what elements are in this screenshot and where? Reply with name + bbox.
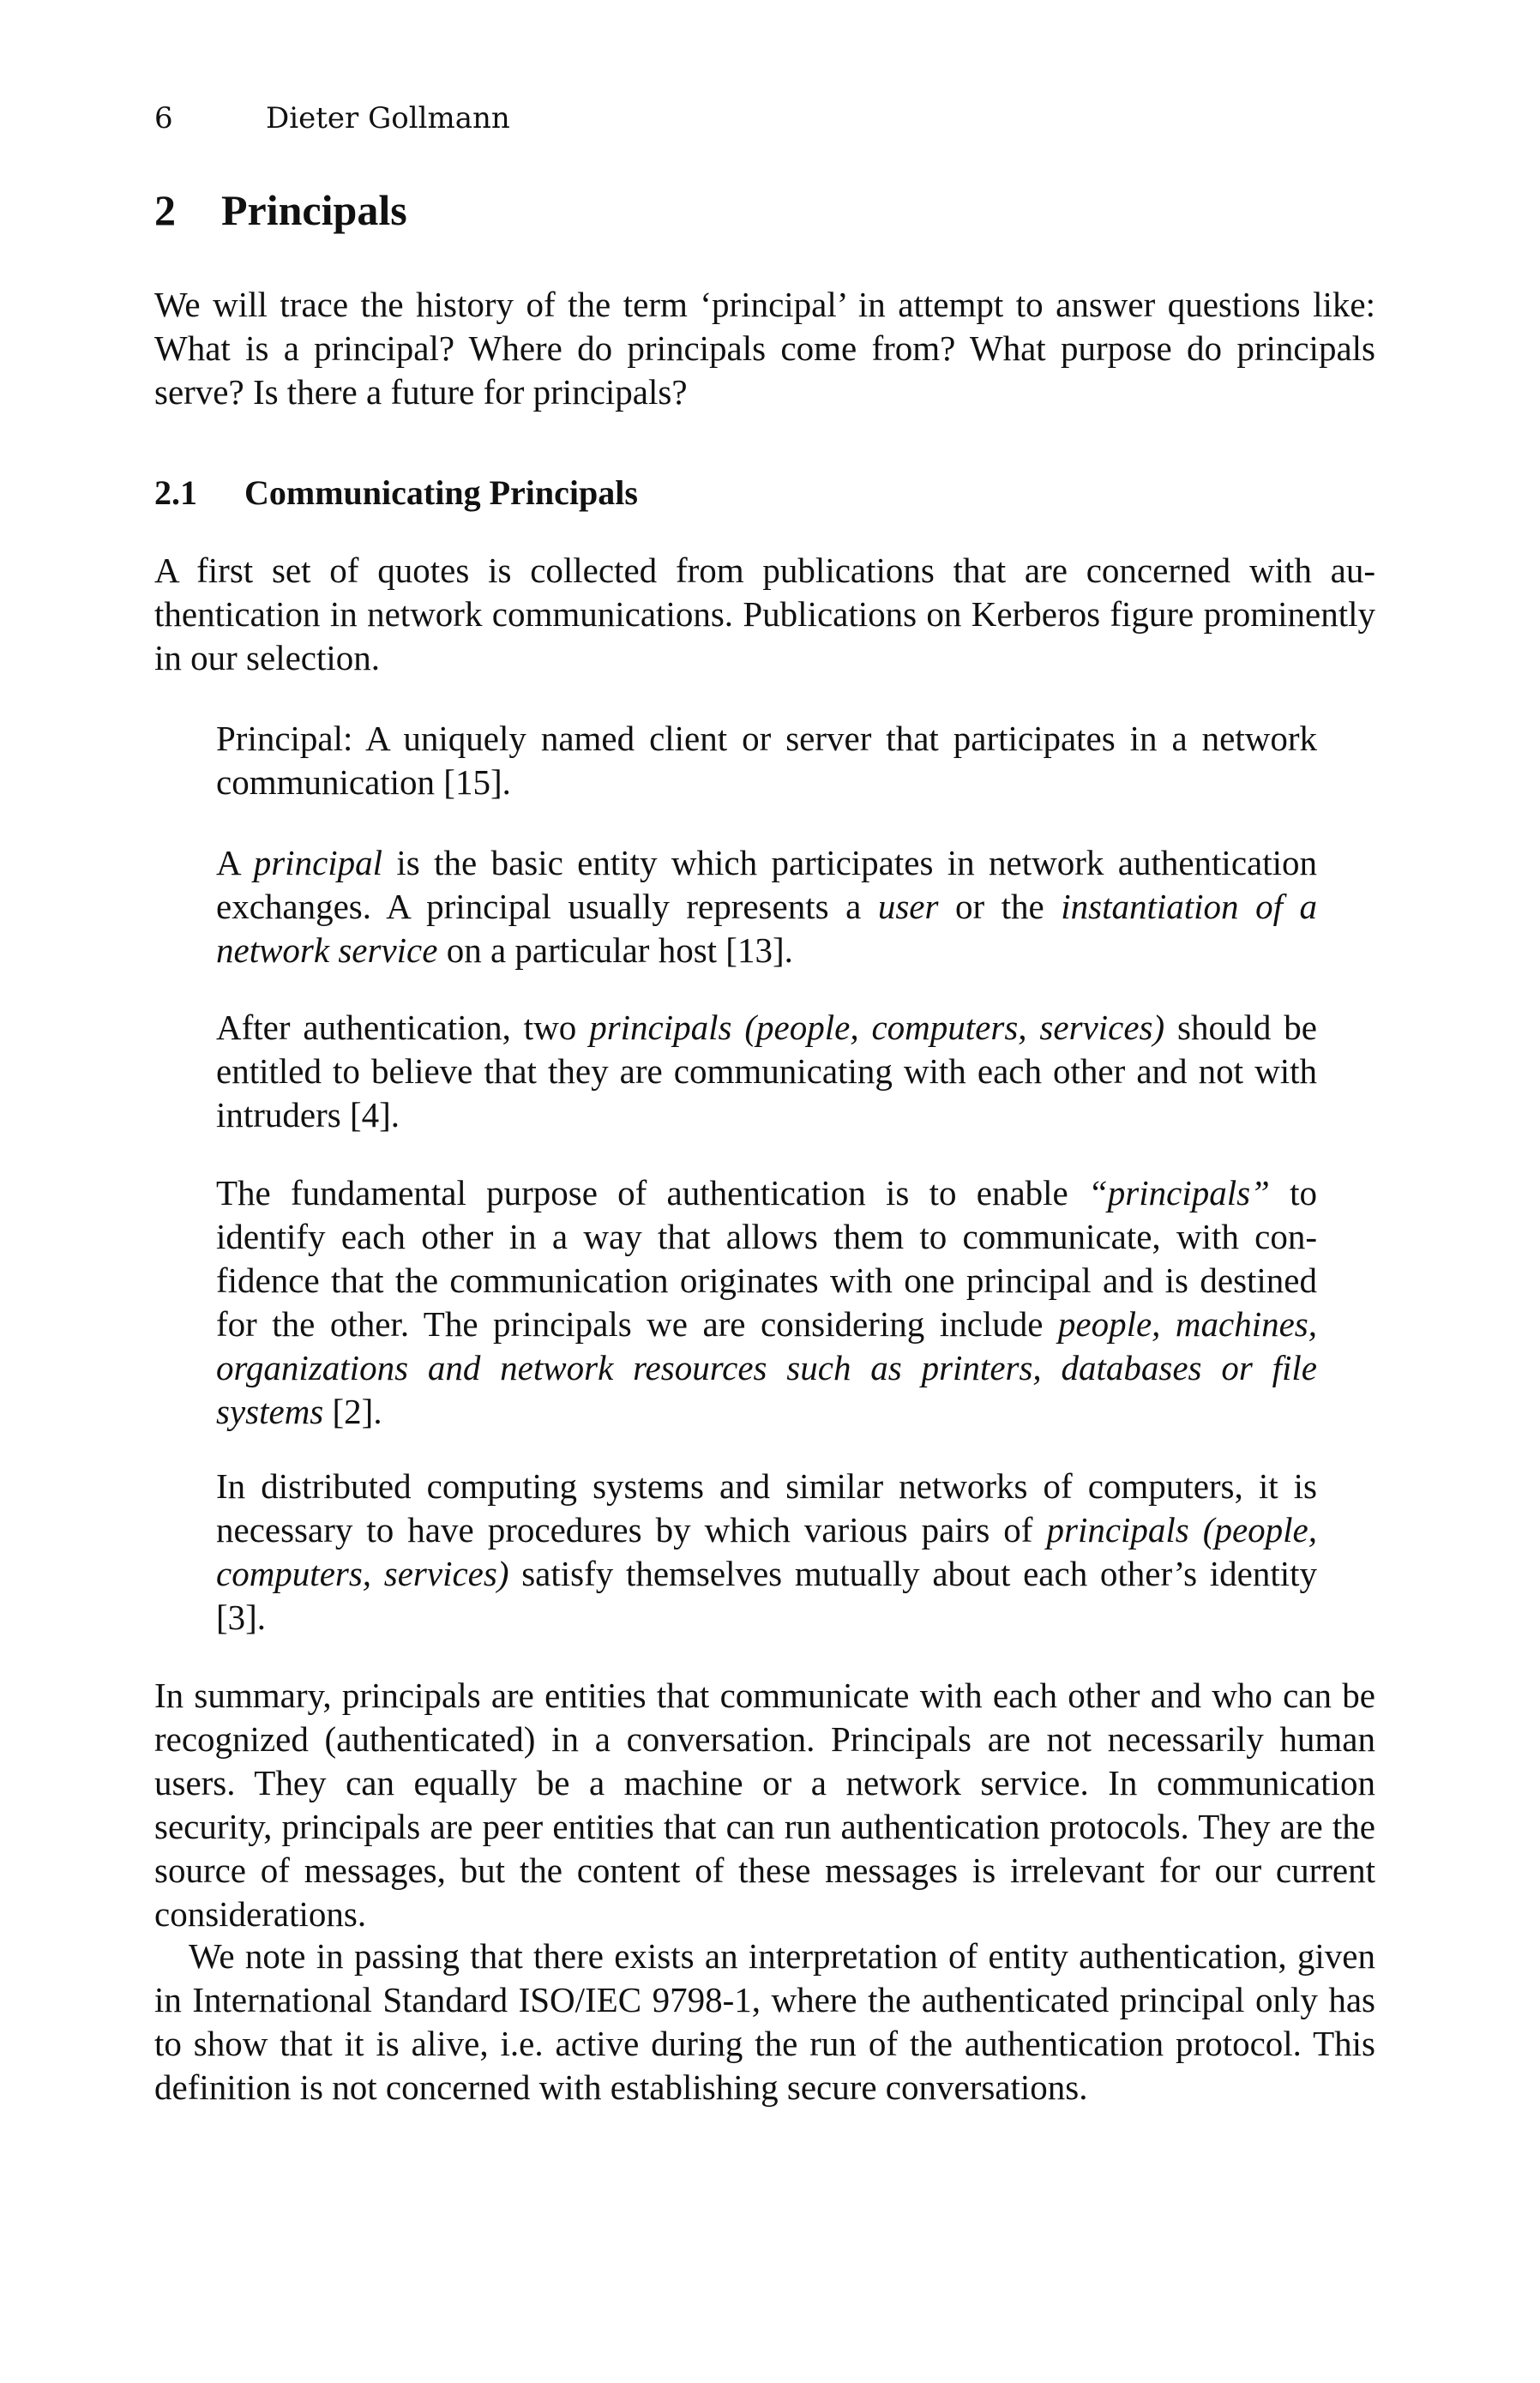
quote-2-text: or the: [938, 887, 1062, 926]
subsection-number: 2.1: [154, 473, 197, 512]
section-title: Principals: [221, 186, 407, 234]
running-head: [154, 101, 510, 135]
subsection-heading: [154, 472, 638, 515]
quote-3-text: After authentication, two: [216, 1008, 590, 1047]
subsection-intro-paragraph: A first set of quotes is collected from publications that are concerned with authentication in network communications. Publications on Kerberos figure prominently in our selection.: [154, 551, 1375, 677]
quote-3-text: should be entitled to believe that they are communicating with each other and not with intruders [4].: [216, 1008, 1317, 1134]
running-head-author: Dieter Gollmann: [266, 101, 510, 135]
quote-2-emphasis: instantiation of a network service: [216, 887, 1317, 970]
quote-1: Principal: A uniquely named client or server that participates in a network communication [15].: [216, 719, 1317, 802]
quote-4-text: to identify each other in a way that allows them to communicate, with confidence that the communication originates with one principal and is destined for the other. The principals we are considering include: [216, 1173, 1317, 1344]
quote-4-text: The fundamental purpose of authentication is to enable: [216, 1173, 1088, 1213]
quote-5-emphasis: principals (people, computers, services): [216, 1510, 1317, 1593]
subsection-title: Communicating Principals: [244, 473, 638, 512]
quote-3-emphasis: principals (people, computers, services): [589, 1008, 1165, 1047]
section-intro-paragraph: We will trace the history of the term ‘principal’ in attempt to answer questions like: What is a principal? Where do principals come from? What purpose do principals serve? Is there a future for principals?: [154, 285, 1375, 412]
quote-2: [216, 841, 1317, 972]
quote-5-text: In distributed computing systems and similar networks of computers, it is necessary to have procedures by which various pairs of: [216, 1466, 1317, 1550]
quote-2-text: on a particular host [13].: [437, 930, 793, 970]
quote-4-emphasis: “principals”: [1087, 1173, 1270, 1213]
quote-5-text: satisfy themselves mutually about each other’s identity [3].: [216, 1554, 1317, 1637]
quote-2-emphasis: principal: [253, 843, 383, 882]
quote-3: [216, 1006, 1317, 1137]
quote-2-emphasis: user: [877, 887, 939, 926]
quote-4-text: [2].: [323, 1392, 382, 1431]
page-number: 6: [154, 101, 173, 135]
quote-2-text: is the basic entity which participates in network authentication exchanges. A principal usually represents a: [216, 843, 1317, 926]
quote-5: [216, 1465, 1317, 1640]
section-heading: [154, 184, 407, 236]
quote-2-text: A: [216, 843, 254, 882]
section-number: 2: [154, 186, 176, 234]
quote-4: [216, 1171, 1317, 1434]
summary-paragraph: In summary, principals are entities that communicate with each other and who can be recognized (authenticated) in a conversation. Principals are not necessarily human users. They can equally be a machine or a network service. In communication security, principals are peer entities that can run authentication protocols. They are the source of messages, but the content of these messages is irrelevant for our current considerations.: [154, 1676, 1375, 1934]
quote-4-emphasis: people, machines, organizations and network resources such as printers, databases or file systems: [216, 1304, 1318, 1431]
note-paragraph: We note in passing that there exists an interpretation of entity authentication, given in International Standard ISO/IEC 9798-1, where the authenticated principal only has to show that it is alive, i.e. active during the run of the authentication protocol. This definition is not concerned with establishing secure conversations.: [154, 1936, 1375, 2107]
